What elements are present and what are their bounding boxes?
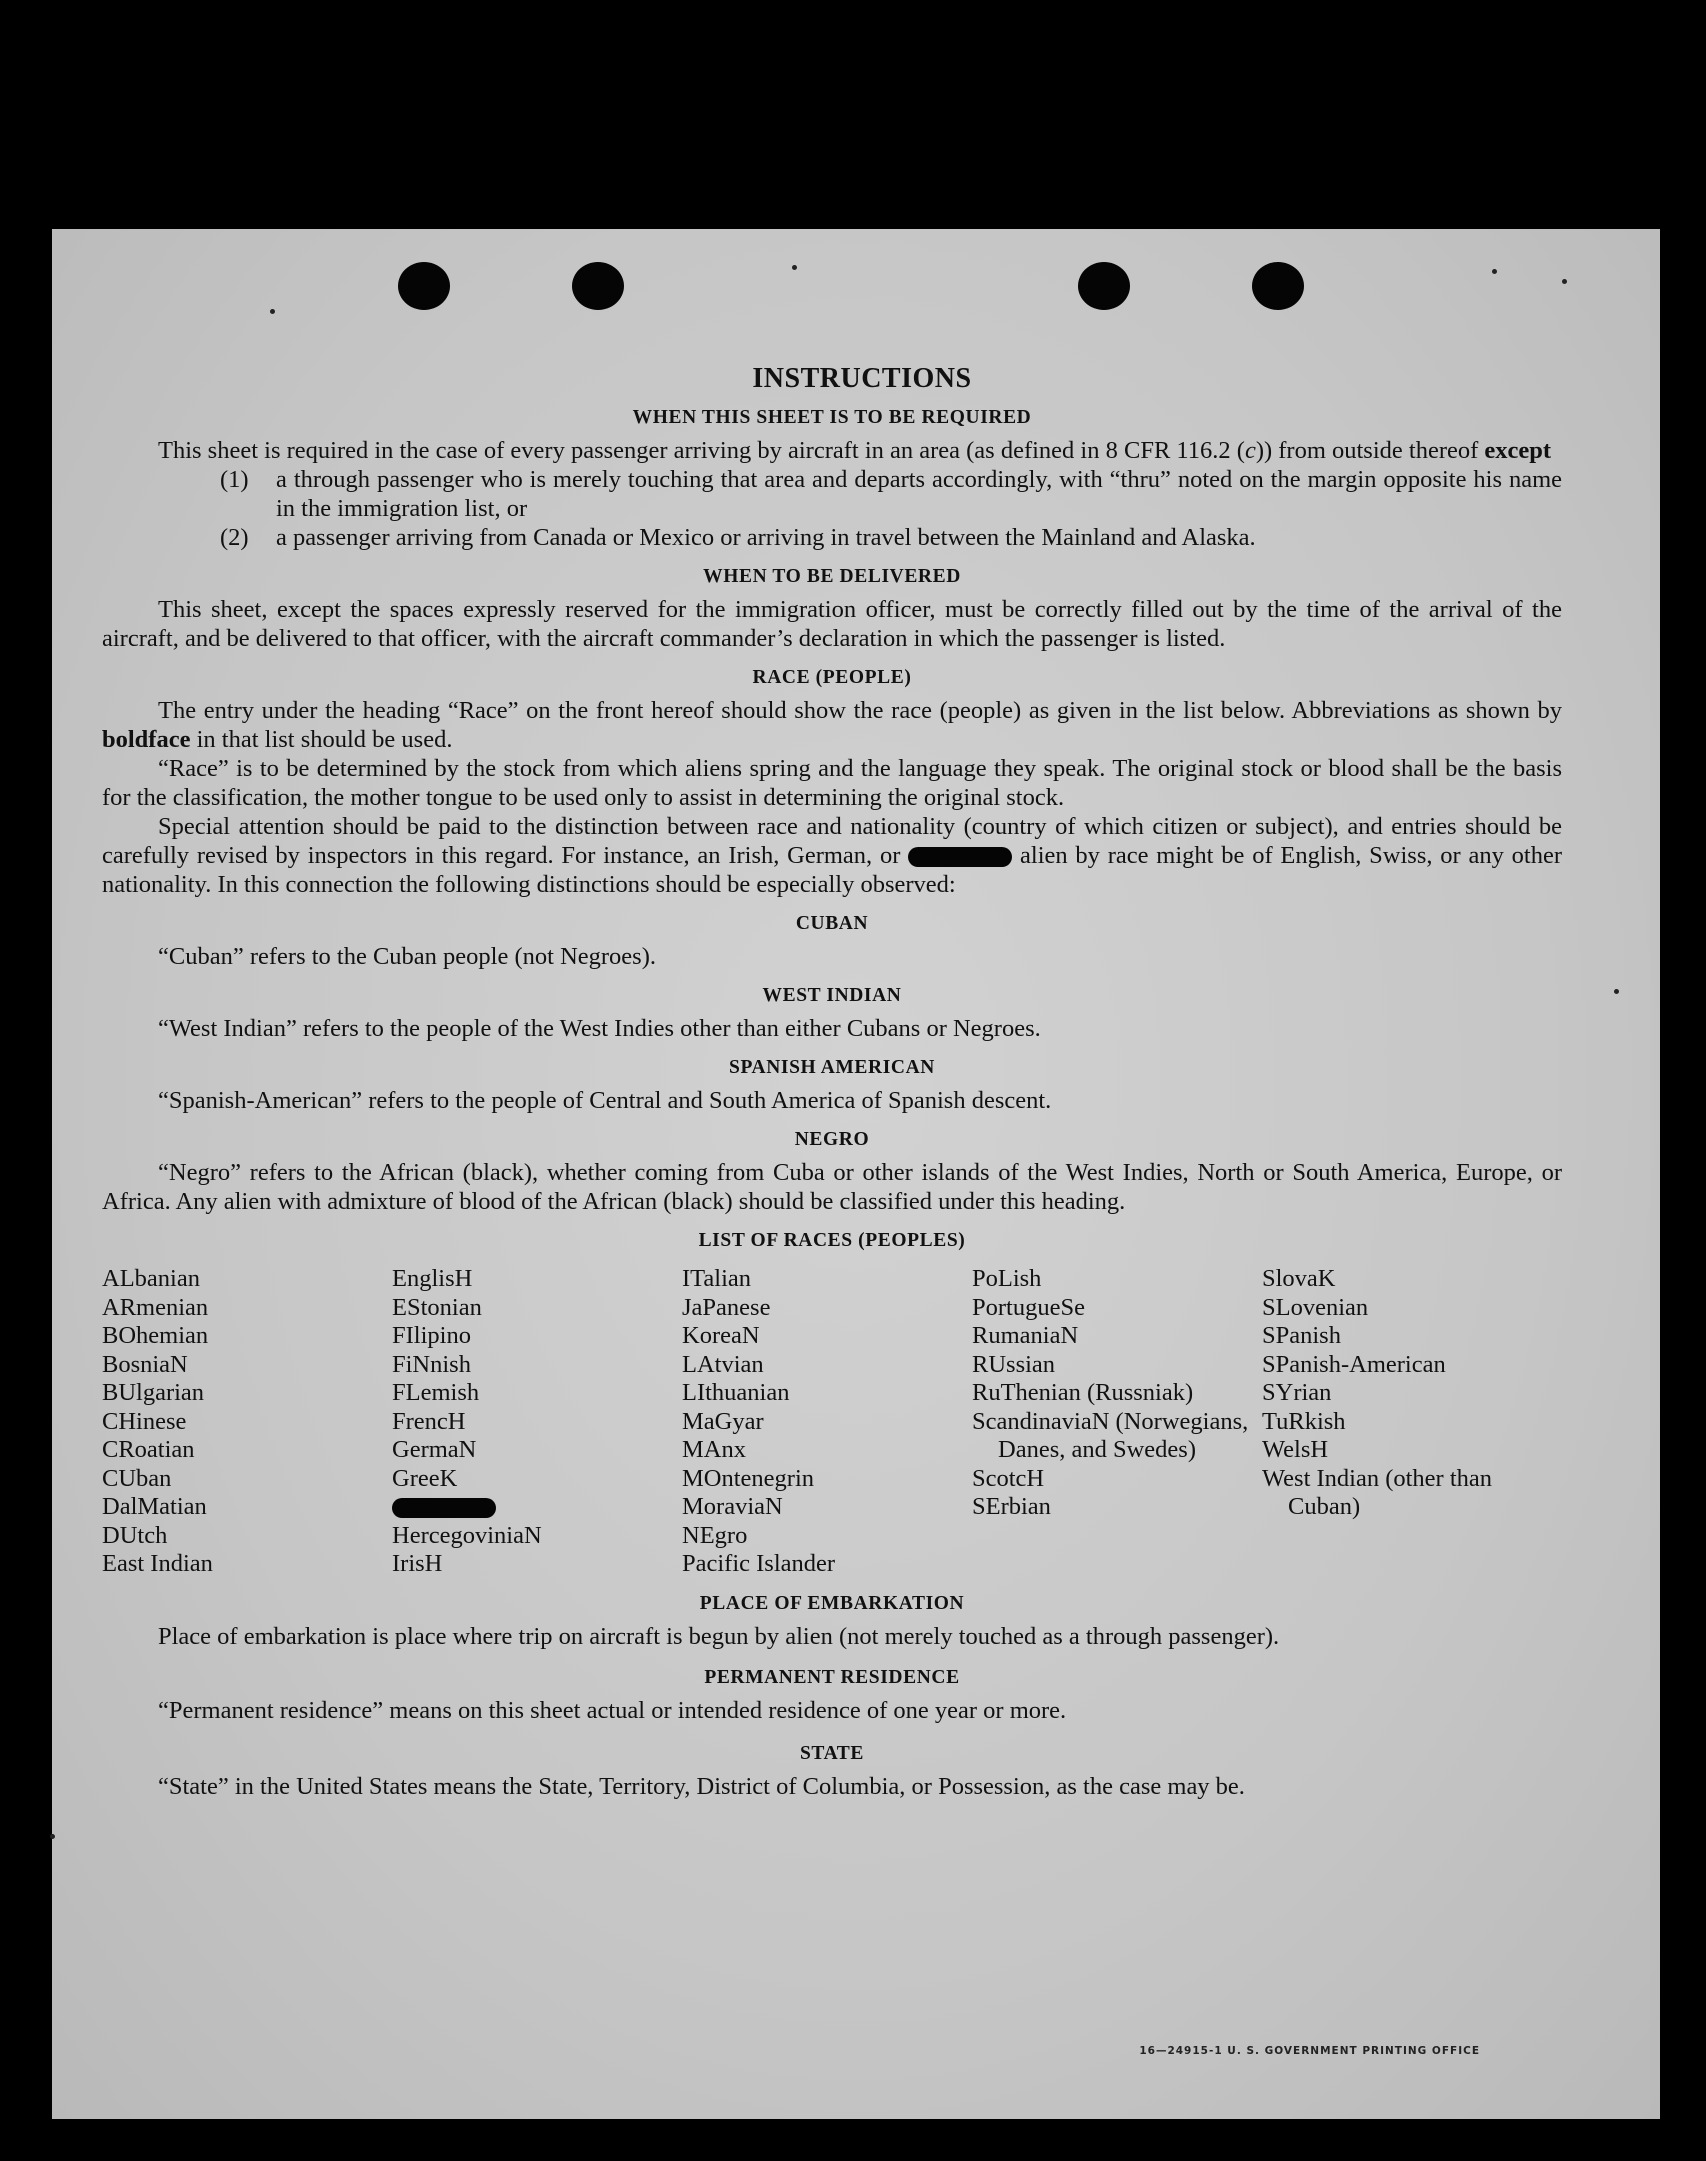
- list-item: BosniaN: [102, 1350, 188, 1378]
- list-item: ScotcH: [972, 1464, 1045, 1492]
- list-item: (2) a passenger arriving from Canada or Mexico or arriving in travel between the Mainland and Alaska.: [220, 524, 1256, 551]
- speck: [50, 1834, 55, 1839]
- punch-hole: [1252, 262, 1304, 310]
- race-column: [392, 1265, 682, 1579]
- list-item: PortugueSe: [972, 1293, 1085, 1321]
- list-item: TuRkish: [1262, 1407, 1346, 1435]
- list-item: CUban: [102, 1464, 172, 1492]
- printer-imprint: 16—24915-1 U. S. GOVERNMENT PRINTING OFFICE: [1139, 2045, 1480, 2057]
- race-column: [682, 1265, 972, 1579]
- list-item: FiNnish: [392, 1350, 471, 1378]
- race-column: [972, 1265, 1262, 1579]
- instructions-content: [102, 364, 1562, 1801]
- list-item: ITalian: [682, 1265, 752, 1292]
- paragraph: This sheet is required in the case of every passenger arriving by aircraft in an area (as defined in 8 CFR 116.2 (c)) from outside thereof except: [158, 437, 1552, 464]
- list-item: SPanish-American: [1262, 1350, 1446, 1378]
- list-item: HercegoviniaN: [392, 1521, 542, 1549]
- list-item: SLovenian: [1262, 1293, 1369, 1321]
- list-item: ALbanian: [102, 1265, 200, 1292]
- list-item: RUssian: [972, 1350, 1056, 1378]
- list-item: West Indian (other than Cuban): [1262, 1464, 1493, 1520]
- document-sheet: [52, 229, 1660, 2119]
- paragraph: This sheet, except the spaces expressly reserved for the immigration officer, must be correctly filled out by the time of the arrival of the aircraft, and be delivered to that officer, with the aircraft commander’s declaration in which the passenger is listed.: [102, 596, 1562, 652]
- list-item: LIthuanian: [682, 1379, 790, 1406]
- section-heading: PLACE OF EMBARKATION: [699, 1592, 965, 1614]
- redaction-mark: [908, 847, 1012, 867]
- list-item: SErbian: [972, 1493, 1051, 1520]
- punch-hole: [1078, 262, 1130, 310]
- list-item: KoreaN: [682, 1322, 760, 1349]
- list-item: (1) a through passenger who is merely touching that area and departs accordingly, with “thru” noted on the margin opposite his name in the immigration list, or: [220, 466, 1562, 522]
- redaction-mark: [392, 1498, 496, 1518]
- list-item: ScandinaviaN (Norwegians, Danes, and Swedes): [972, 1407, 1249, 1463]
- list-item: MaGyar: [682, 1407, 764, 1435]
- section-heading: SPANISH AMERICAN: [729, 1057, 935, 1078]
- paragraph: “Race” is to be determined by the stock from which aliens spring and the language they speak. The original stock or blood shall be the basis for the classification, the mother tongue to be used only to assist in determining the original stock.: [102, 755, 1562, 811]
- paragraph: “Permanent residence” means on this sheet actual or intended residence of one year or more.: [158, 1696, 1067, 1724]
- list-item: GermaN: [392, 1436, 477, 1463]
- list-item: East Indian: [102, 1550, 213, 1577]
- paragraph: Place of embarkation is place where trip on aircraft is begun by alien (not merely touched as a through passenger).: [158, 1622, 1280, 1650]
- list-item: SYrian: [1262, 1379, 1332, 1406]
- race-list: [102, 1265, 1562, 1579]
- list-item: JaPanese: [682, 1293, 771, 1321]
- speck: [792, 265, 797, 270]
- list-item: LAtvian: [682, 1350, 764, 1378]
- list-item: Pacific Islander: [682, 1550, 836, 1577]
- list-item: SlovaK: [1262, 1265, 1336, 1292]
- paragraph: “Cuban” refers to the Cuban people (not Negroes).: [158, 943, 656, 970]
- list-item: CRoatian: [102, 1436, 195, 1463]
- speck: [1492, 269, 1497, 274]
- list-item: ARmenian: [102, 1293, 209, 1321]
- list-item: PoLish: [972, 1265, 1042, 1292]
- speck: [270, 309, 275, 314]
- list-item: IrisH: [392, 1550, 443, 1577]
- paragraph: “Negro” refers to the African (black), whether coming from Cuba or other islands of the West Indies, North or South America, Europe, or Africa. Any alien with admixture of blood of the African (black) should be classified under this heading.: [102, 1159, 1562, 1215]
- list-item: EStonian: [392, 1293, 482, 1321]
- list-item: RumaniaN: [972, 1322, 1079, 1349]
- section-heading: LIST OF RACES (PEOPLES): [698, 1230, 966, 1251]
- list-item: MAnx: [682, 1436, 746, 1463]
- paragraph: The entry under the heading “Race” on the front hereof should show the race (people) as given in the list below. Abbreviations as shown by boldface in that list should be used.: [102, 697, 1562, 753]
- punch-hole: [398, 262, 450, 310]
- page-title: INSTRUCTIONS: [752, 363, 972, 394]
- list-item: GreeK: [392, 1464, 458, 1492]
- section-heading: RACE (PEOPLE): [752, 667, 912, 688]
- paragraph: “Spanish-American” refers to the people of Central and South America of Spanish descent.: [158, 1087, 1052, 1114]
- race-column: [1262, 1265, 1552, 1579]
- paragraph: Special attention should be paid to the distinction between race and nationality (country of which citizen or subject), and entries should be carefully revised by inspectors in this regard. For instance, an Irish, German, or alien by race might be of English, Swiss, or any other nationality. In this connection the following distinctions should be especially observed:: [102, 813, 1563, 898]
- punch-hole: [572, 262, 624, 310]
- list-item-redacted: [392, 1493, 682, 1522]
- paragraph: “State” in the United States means the State, Territory, District of Columbia, or Possession, as the case may be.: [158, 1772, 1245, 1800]
- list-item: WelsH: [1262, 1436, 1329, 1463]
- list-item: CHinese: [102, 1407, 187, 1435]
- section-heading: WEST INDIAN: [762, 985, 902, 1006]
- section-heading: WHEN THIS SHEET IS TO BE REQUIRED: [632, 407, 1032, 428]
- race-column: [102, 1265, 392, 1579]
- list-item: BOhemian: [102, 1322, 209, 1349]
- section-heading: WHEN TO BE DELIVERED: [703, 566, 961, 587]
- list-item: NEgro: [682, 1521, 748, 1549]
- section-heading: PERMANENT RESIDENCE: [704, 1666, 960, 1688]
- section-heading: STATE: [799, 1742, 865, 1764]
- list-item: DalMatian: [102, 1493, 207, 1520]
- list-item: MoraviaN: [682, 1493, 783, 1520]
- speck: [1614, 989, 1619, 994]
- list-item: FIlipino: [392, 1322, 471, 1349]
- list-item: MOntenegrin: [682, 1464, 814, 1492]
- list-item: BUlgarian: [102, 1379, 205, 1406]
- list-item: EnglisH: [392, 1265, 473, 1292]
- list-item: DUtch: [102, 1521, 168, 1549]
- list-item: SPanish: [1262, 1322, 1341, 1349]
- paragraph: “West Indian” refers to the people of the West Indies other than either Cubans or Negroes.: [158, 1015, 1041, 1042]
- list-item: FLemish: [392, 1379, 480, 1406]
- section-heading: NEGRO: [794, 1129, 870, 1150]
- section-heading: CUBAN: [795, 913, 869, 934]
- speck: [1562, 279, 1567, 284]
- list-item: RuThenian (Russniak): [972, 1379, 1194, 1406]
- list-item: FrencH: [392, 1407, 466, 1435]
